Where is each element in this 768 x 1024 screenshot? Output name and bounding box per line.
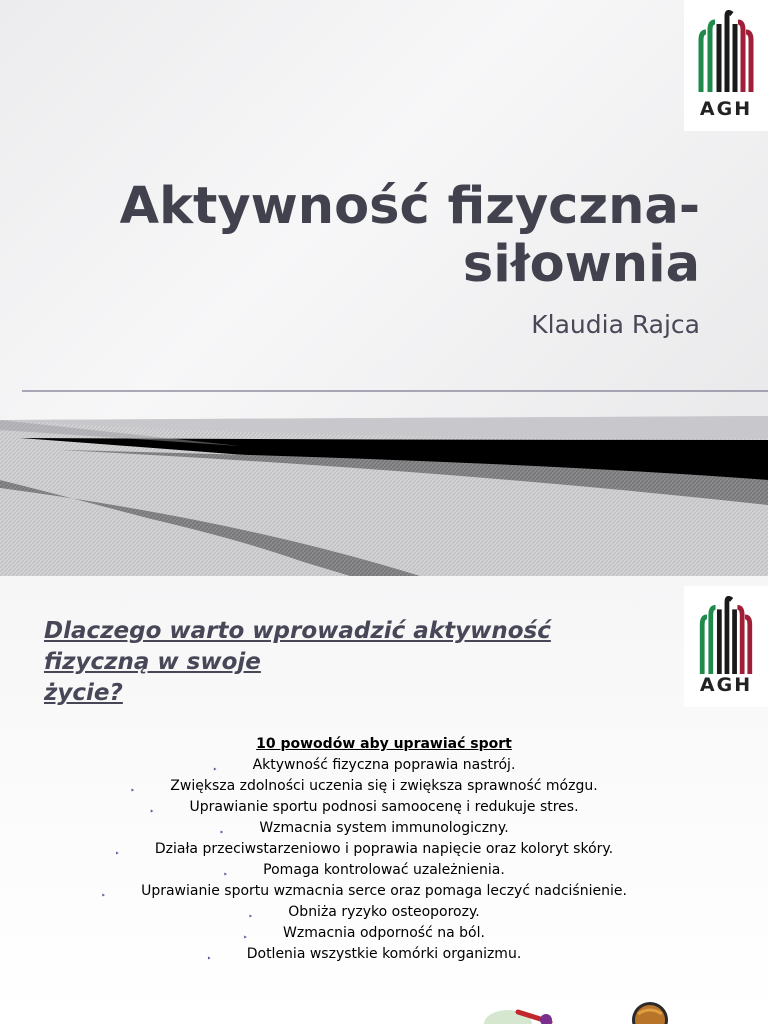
reasons-list-block [0, 734, 768, 965]
reason-text: Uprawianie sportu podnosi samoocenę i redukuje stres. [189, 799, 579, 815]
heading-line-3: życie? [44, 680, 123, 706]
slide-heading [44, 616, 551, 709]
reason-item: ‣ Dotlenia wszystkie komórki organizmu. [206, 946, 522, 963]
reason-item: ‣ Wzmacnia odporność na ból. [243, 925, 485, 942]
reasons-list-heading: 10 powodów aby uprawiać sport [256, 736, 512, 752]
reason-item: ‣ Aktywność fizyczna poprawia nastrój. [212, 757, 516, 774]
presentation-title [120, 178, 700, 294]
agh-logo [684, 586, 768, 707]
reason-item: ‣ Pomaga kontrolować uzależnienia. [223, 862, 505, 879]
reason-text: Dotlenia wszystkie komórki organizmu. [246, 946, 522, 962]
heading-line-2: fizyczną w swoje [44, 649, 261, 675]
reason-item: ‣ Uprawianie sportu podnosi samoocenę i redukuje stres. [149, 799, 579, 816]
reason-text: Obniża ryzyko osteoporozy. [288, 904, 480, 920]
reason-text: Wzmacnia system immunologiczny. [259, 820, 509, 836]
title-line-2: siłownia [462, 235, 700, 294]
decorative-wave-bands [0, 380, 768, 576]
reason-item: ‣ Działa przeciwstarzeniowo i poprawia napięcie oraz koloryt skóry. [114, 841, 614, 858]
reason-item: ‣ Zwiększa zdolności uczenia się i zwiększa sprawność mózgu. [130, 778, 598, 795]
agh-emblem-icon [696, 596, 756, 674]
reason-text: Zwiększa zdolności uczenia się i zwiększa sprawność mózgu. [170, 778, 598, 794]
reason-text: Uprawianie sportu wzmacnia serce oraz pomaga leczyć nadciśnienie. [141, 883, 627, 899]
heading-line-1: Dlaczego warto wprowadzić aktywność [44, 618, 551, 644]
agh-logo-text: AGH [699, 674, 753, 696]
agh-emblem-icon [696, 10, 756, 92]
agh-logo-text: AGH [699, 98, 753, 120]
agh-logo [684, 0, 768, 131]
presentation-subtitle: Klaudia Rajca [531, 310, 700, 339]
reason-text: Działa przeciwstarzeniowo i poprawia napięcie oraz koloryt skóry. [154, 841, 614, 857]
reason-text: Pomaga kontrolować uzależnienia. [263, 862, 505, 878]
reason-text: Wzmacnia odporność na ból. [283, 925, 485, 941]
title-line-1: Aktywność fizyczna- [119, 177, 700, 236]
reason-item: ‣ Wzmacnia system immunologiczny. [219, 820, 509, 837]
sports-clipart-icon [470, 994, 690, 1024]
reasons-list [0, 755, 768, 965]
reason-text: Aktywność fizyczna poprawia nastrój. [252, 757, 516, 773]
reason-item: ‣ Uprawianie sportu wzmacnia serce oraz pomaga leczyć nadciśnienie. [101, 883, 627, 900]
reason-item: ‣ Obniża ryzyko osteoporozy. [248, 904, 480, 921]
